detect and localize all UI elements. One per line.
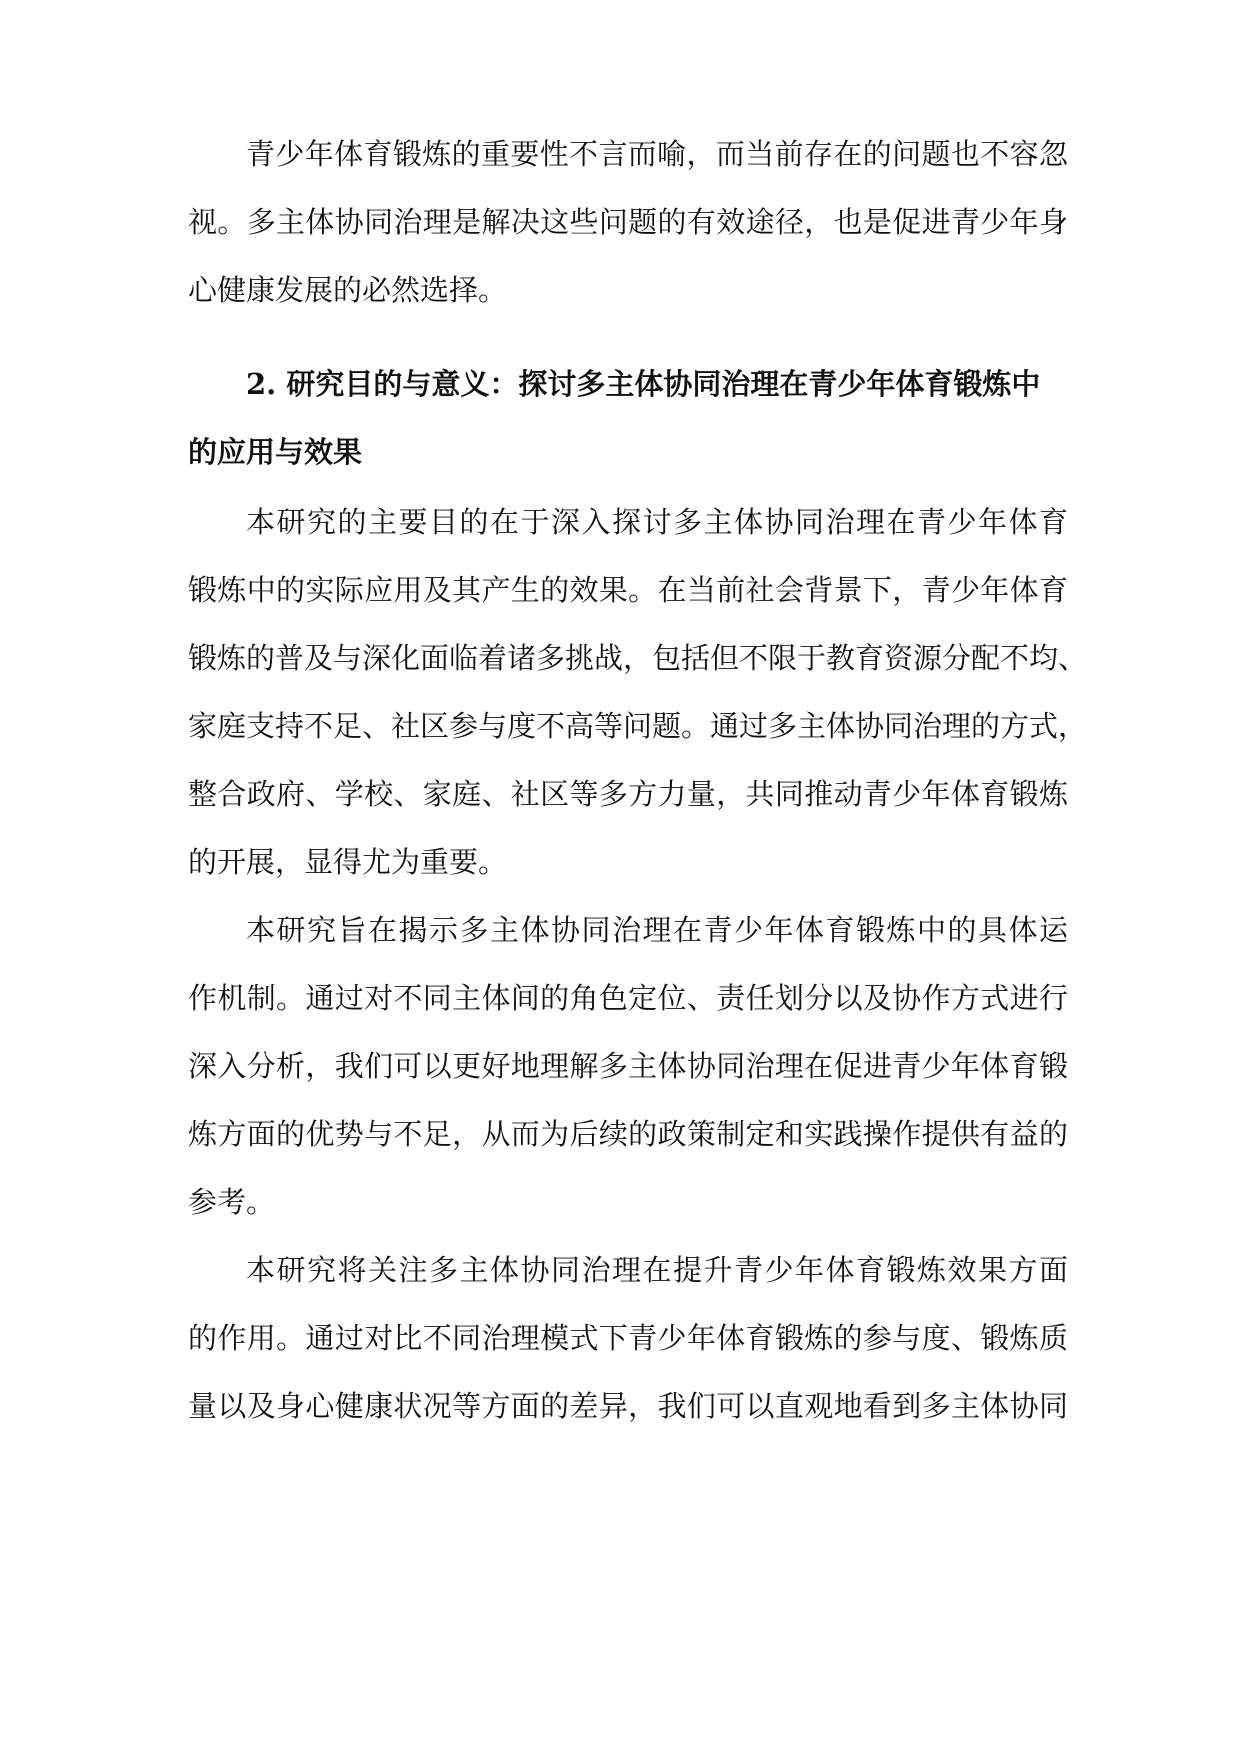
paragraph-3-line-5: 参考。: [188, 1185, 276, 1219]
paragraph-3-line-4: 炼方面的优势与不足，从而为后续的政策制定和实践操作提供有益的: [188, 1117, 1068, 1151]
paragraph-2-line-3: 锻炼的普及与深化面临着诸多挑战，包括但不限于教育资源分配不均、: [188, 641, 1088, 675]
paragraph-1-line-3: 心健康发展的必然选择。: [188, 273, 508, 307]
paragraph-3-line-1: 本研究旨在揭示多主体协同治理在青少年体育锻炼中的具体运: [246, 913, 1068, 947]
paragraph-4-line-1: 本研究将关注多主体协同治理在提升青少年体育锻炼效果方面: [246, 1253, 1068, 1287]
paragraph-2-line-2: 锻炼中的实际应用及其产生的效果。在当前社会背景下，青少年体育: [188, 573, 1068, 607]
paragraph-1-line-2: 视。多主体协同治理是解决这些问题的有效途径，也是促进青少年身: [188, 205, 1068, 239]
section-heading-line-2: 的应用与效果: [188, 435, 363, 469]
paragraph-4-line-3: 量以及身心健康状况等方面的差异，我们可以直观地看到多主体协同: [188, 1389, 1068, 1423]
paragraph-4-line-2: 的作用。通过对比不同治理模式下青少年体育锻炼的参与度、锻炼质: [188, 1321, 1068, 1355]
paragraph-3-line-3: 深入分析，我们可以更好地理解多主体协同治理在促进青少年体育锻: [188, 1049, 1068, 1083]
paragraph-2-line-6: 的开展，显得尤为重要。: [188, 845, 508, 879]
paragraph-3-line-2: 作机制。通过对不同主体间的角色定位、责任划分以及协作方式进行: [188, 981, 1068, 1015]
paragraph-2-line-4: 家庭支持不足、社区参与度不高等问题。通过多主体协同治理的方式，: [188, 709, 1088, 743]
section-heading-line-1: 2. 研究目的与意义：探讨多主体协同治理在青少年体育锻炼中: [246, 367, 1041, 401]
paragraph-1-line-1: 青少年体育锻炼的重要性不言而喻，而当前存在的问题也不容忽: [246, 137, 1068, 171]
paragraph-2-line-5: 整合政府、学校、家庭、社区等多方力量，共同推动青少年体育锻炼: [188, 777, 1068, 811]
paragraph-2-line-1: 本研究的主要目的在于深入探讨多主体协同治理在青少年体育: [246, 505, 1068, 539]
